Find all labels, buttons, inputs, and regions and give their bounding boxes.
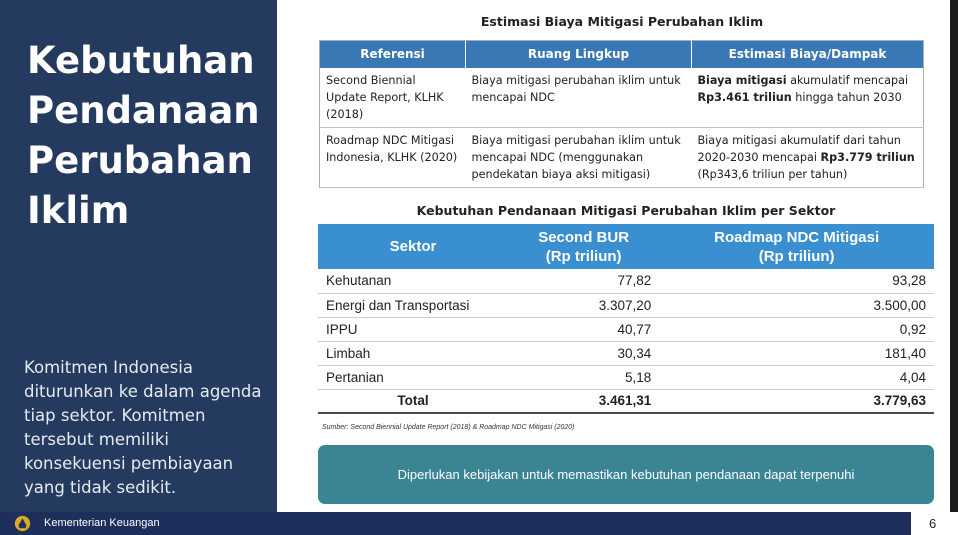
page-number: 6 [929,516,937,531]
total-row [318,389,934,413]
table-row [318,365,934,389]
header-ruang-lingkup: Ruang Lingkup [466,41,692,68]
cell-ndc: 93,28 [659,269,934,293]
total-bur: 3.461,31 [508,389,659,413]
text: (Rp343,6 triliun per tahun) [697,167,848,181]
cell-referensi: Roadmap NDC Mitigasi Indonesia, KLHK (2020) [320,127,466,187]
cell-sektor: Limbah [318,341,508,365]
table-row [318,269,934,293]
title-line: Perubahan [27,139,253,182]
cell-sektor: IPPU [318,317,508,341]
callout-text: Diperlukan kebijakan untuk memastikan kebutuhan pendanaan dapat terpenuhi [397,467,855,482]
cell-bur: 77,82 [508,269,659,293]
text: Biaya mitigasi akumulatif dari tahun 2020-2030 mencapai [697,133,901,164]
cell-estimasi [692,68,924,128]
cell-ndc: 0,92 [659,317,934,341]
cell-bur: 40,77 [508,317,659,341]
header-sektor: Sektor [318,224,508,269]
cell-lingkup: Biaya mitigasi perubahan iklim untuk mencapai NDC [466,68,692,128]
header-line: (Rp triliun) [545,247,622,265]
cell-sektor: Pertanian [318,365,508,389]
header-line: Second BUR [538,228,630,246]
total-label: Total [318,389,508,413]
text: hingga tahun 2030 [791,90,902,104]
header-referensi: Referensi [320,41,466,68]
table-row [320,127,924,187]
bold-text: Rp3.461 triliun [697,90,792,104]
bold-text: Rp3.779 triliun [820,150,915,164]
table-row [318,293,934,317]
cell-lingkup: Biaya mitigasi perubahan iklim untuk mencapai NDC (menggunakan pendekatan biaya aksi mitigasi) [466,127,692,187]
header-estimasi: Estimasi Biaya/Dampak [692,41,924,68]
table1-title: Estimasi Biaya Mitigasi Perubahan Iklim [480,14,764,29]
cell-bur: 3.307,20 [508,293,659,317]
cost-estimate-table [319,40,924,188]
header-second-bur [508,224,659,269]
footer-bar [0,512,911,535]
cell-referensi: Second Biennial Update Report, KLHK (2018) [320,68,466,128]
cell-ndc: 4,04 [659,365,934,389]
right-edge [950,0,958,512]
left-description: Komitmen Indonesia diturunkan ke dalam agenda tiap sektor. Komitmen tersebut memiliki konsekuensi pembiayaan yang tidak sedikit. [24,358,262,497]
cell-ndc: 3.500,00 [659,293,934,317]
cell-bur: 30,34 [508,341,659,365]
table-row [318,317,934,341]
table-row [318,341,934,365]
cell-sektor: Kehutanan [318,269,508,293]
callout-box [318,445,934,504]
header-line: (Rp triliun) [758,247,835,265]
table2-header-row [318,224,934,269]
title-line: Kebutuhan [27,39,255,82]
slide-title [27,36,267,236]
header-roadmap-ndc [659,224,934,269]
table-row [320,68,924,128]
cell-estimasi [692,127,924,187]
title-line: Iklim [27,189,130,232]
table2-title: Kebutuhan Pendanaan Mitigasi Perubahan Iklim per Sektor [416,203,836,218]
title-line: Pendanaan [27,89,260,132]
source-note: Sumber: Second Biennial Update Report (2018) & Roadmap NDC Mitigasi (2020) [322,424,575,431]
cell-bur: 5,18 [508,365,659,389]
sector-funding-table [318,224,934,414]
cell-sektor: Energi dan Transportasi [318,293,508,317]
footer-org-name: Kementerian Keuangan [44,517,160,529]
kemenkeu-logo-icon [14,515,31,532]
header-line: Roadmap NDC Mitigasi [714,228,880,246]
left-panel [0,0,277,512]
total-ndc: 3.779,63 [659,389,934,413]
cell-ndc: 181,40 [659,341,934,365]
footer [0,512,958,535]
text: akumulatif mencapai [786,73,909,87]
bold-text: Biaya mitigasi [697,73,787,87]
table1-header-row [320,41,924,68]
